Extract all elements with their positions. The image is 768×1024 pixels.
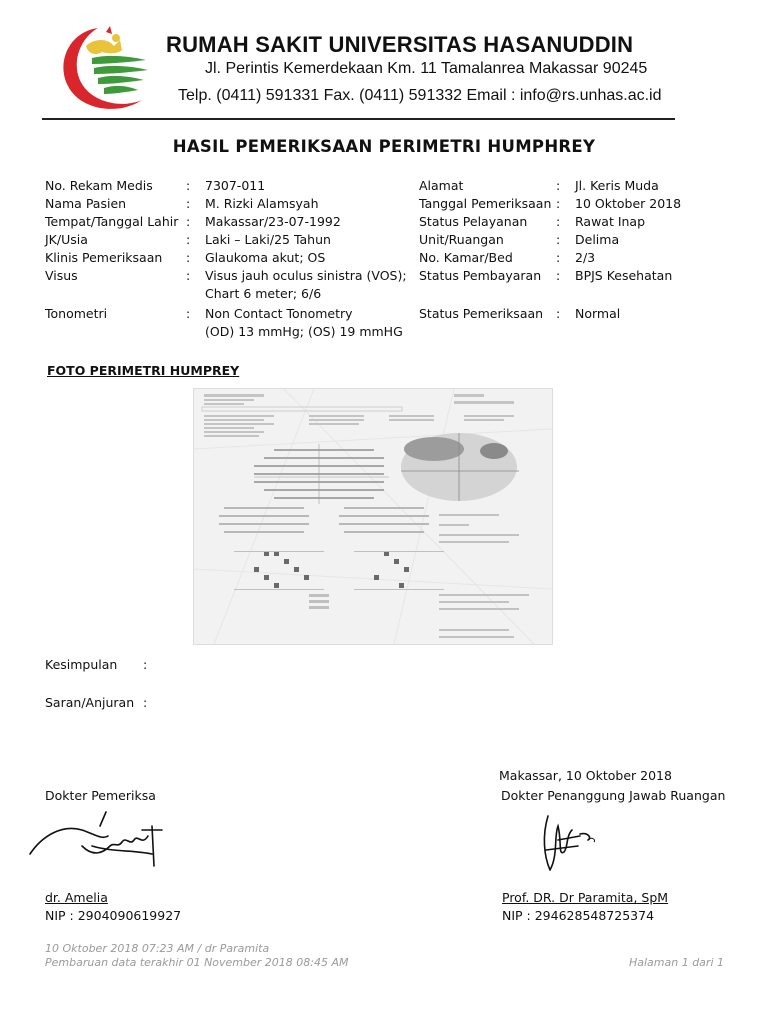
footer-timestamp: 10 Oktober 2018 07:23 AM / dr Paramita <box>45 942 270 955</box>
field-colon: : <box>186 232 191 247</box>
field-colon: : <box>186 306 191 321</box>
photo-section-title: FOTO PERIMETRI HUMPREY <box>47 363 240 378</box>
field-colon: : <box>186 214 191 229</box>
field-value: Visus jauh oculus sinistra (VOS); <box>205 268 407 283</box>
left-signer-role: Dokter Pemeriksa <box>45 788 156 803</box>
right-signature-image <box>528 806 608 886</box>
left-signer-name: dr. Amelia <box>45 890 108 905</box>
document-title: HASIL PEMERIKSAAN PERIMETRI HUMPHREY <box>172 137 596 156</box>
field-label: Status Pemeriksaan <box>419 306 544 321</box>
field-value: Glaukoma akut; OS <box>205 250 326 265</box>
signature-place-date: Makassar, 10 Oktober 2018 <box>499 768 672 783</box>
field-label: Tempat/Tanggal Lahir <box>45 214 179 229</box>
field-label: Status Pelayanan <box>419 214 528 229</box>
field-colon: : <box>186 196 191 211</box>
field-colon: : <box>556 196 561 211</box>
hospital-contact: Telp. (0411) 591331 Fax. (0411) 591332 Email : info@rs.unhas.ac.id <box>178 87 662 104</box>
field-value-line2: Chart 6 meter; 6/6 <box>205 286 322 301</box>
field-label: Unit/Ruangan <box>419 232 504 247</box>
field-value-line2: (OD) 13 mmHg; (OS) 19 mmHG <box>205 324 403 339</box>
hospital-address: Jl. Perintis Kemerdekaan Km. 11 Tamalanrea Makassar 90245 <box>205 60 648 77</box>
field-label: No. Rekam Medis <box>45 178 153 193</box>
hospital-name: RUMAH SAKIT UNIVERSITAS HASANUDDIN <box>166 32 634 57</box>
field-label: Visus <box>45 268 78 283</box>
field-value: Makassar/23-07-1992 <box>205 214 341 229</box>
field-label: No. Kamar/Bed <box>419 250 513 265</box>
field-value: Normal <box>575 306 621 321</box>
field-colon: : <box>556 178 561 193</box>
field-colon: : <box>556 306 561 321</box>
footer-updated: Pembaruan data terakhir 01 November 2018 08:45 AM <box>45 956 349 969</box>
right-signer-role: Dokter Penanggung Jawab Ruangan <box>501 788 726 803</box>
conclusion-colon: : <box>143 657 148 672</box>
field-label: Tanggal Pemeriksaan <box>419 196 552 211</box>
field-colon: : <box>186 178 191 193</box>
advice-colon: : <box>143 695 148 710</box>
right-signer-nip: NIP : 294628548725374 <box>502 908 655 923</box>
field-label: Klinis Pemeriksaan <box>45 250 163 265</box>
header-divider <box>42 118 675 120</box>
field-colon: : <box>556 232 561 247</box>
left-signer-nip: NIP : 2904090619927 <box>45 908 182 923</box>
field-value: BPJS Kesehatan <box>575 268 673 283</box>
field-label: JK/Usia <box>45 232 88 247</box>
field-value: Non Contact Tonometry <box>205 306 353 321</box>
field-value: 10 Oktober 2018 <box>575 196 682 211</box>
field-value: Jl. Keris Muda <box>575 178 659 193</box>
right-signer-name: Prof. DR. Dr Paramita, SpM <box>502 890 669 905</box>
field-value: Rawat Inap <box>575 214 646 229</box>
field-label: Tonometri <box>45 306 108 321</box>
perimetry-printout-image <box>193 388 553 645</box>
footer-page-number: Halaman 1 dari 1 <box>628 956 724 969</box>
conclusion-label: Kesimpulan <box>45 657 118 672</box>
hospital-logo-icon <box>58 24 158 114</box>
field-colon: : <box>556 268 561 283</box>
field-value: Delima <box>575 232 620 247</box>
left-signature-image <box>22 806 192 886</box>
field-value: 2/3 <box>575 250 596 265</box>
field-colon: : <box>556 250 561 265</box>
field-colon: : <box>186 250 191 265</box>
field-value: Laki – Laki/25 Tahun <box>205 232 331 247</box>
field-label: Status Pembayaran <box>419 268 542 283</box>
field-value: M. Rizki Alamsyah <box>205 196 319 211</box>
field-label: Nama Pasien <box>45 196 127 211</box>
field-colon: : <box>186 268 191 283</box>
field-label: Alamat <box>419 178 464 193</box>
field-value: 7307-011 <box>205 178 266 193</box>
advice-label: Saran/Anjuran <box>45 695 135 710</box>
field-colon: : <box>556 214 561 229</box>
